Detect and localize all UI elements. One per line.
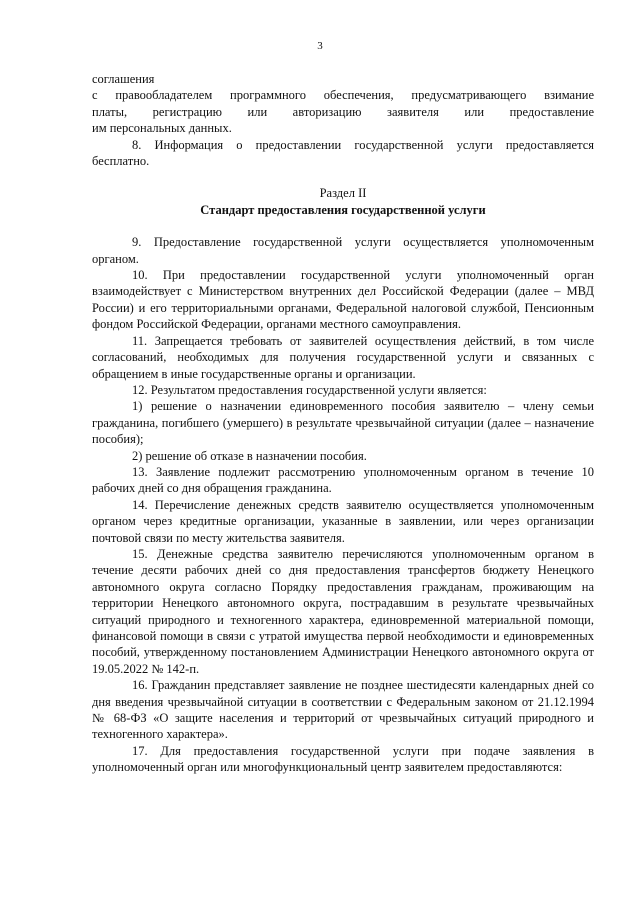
paragraph-item-14: 14. Перечисление денежных средств заявителю осуществляется уполномоченным органом через кредитные организации, указанные в заявлении, или через организации почтовой связи по месту жительства заявителя. xyxy=(92,497,594,545)
text-line: им персональных данных. xyxy=(92,121,232,136)
spacer xyxy=(92,169,594,185)
section-label: Раздел II xyxy=(319,186,367,201)
paragraph-item-9: 9. Предоставление государственной услуги осуществляется уполномоченным органом. xyxy=(92,235,594,266)
text-line: с правообладателем программного обеспечения, предусматривающего взимание xyxy=(92,88,594,103)
paragraph-item-13: 13. Заявление подлежит рассмотрению уполномоченным органом в течение 10 рабочих дней со дня обращения гражданина. xyxy=(92,464,594,496)
section-title: Стандарт предоставления государственной услуги xyxy=(200,202,486,217)
paragraph-item-12: 12. Результатом предоставления государственной услуги является: xyxy=(132,382,487,397)
text-line: соглашения xyxy=(92,72,155,86)
paragraph-item-10: 10. При предоставлении государственной услуги уполномоченный орган взаимодействует с Министерством внутренних дел Российской Федерации (далее – МВД России) и его территориальными органами, Федеральной налоговой службой, Пенсионным фондом Российской Федерации, органами местного самоуправления. xyxy=(92,268,594,332)
paragraph-item-12-2: 2) решение об отказе в назначении пособия. xyxy=(132,448,367,463)
paragraph-item-11: 11. Запрещается требовать от заявителей осуществления действий, в том числе согласований, необходимых для получения государственной услуги и связанных с обращением в иные государственные органы и организации. xyxy=(92,333,594,381)
paragraph-item-15: 15. Денежные средства заявителю перечисляются уполномоченным органом в течение десяти рабочих дней со дня предоставления трансфертов бюджету Ненецкого автономного округа согласно Порядку предоставления гражданам, проживающим на территории Ненецкого автономного округа, пострадавшим в результате чрезвычайных ситуаций природного и техногенного характера, единовременной материальной помощи, финансовой помощи в связи с утратой имущества первой необходимости и единовременных пособий, утвержденному постановлением Администрации Ненецкого автономного округа от 19.05.2022 № 142-п. xyxy=(92,546,594,676)
paragraph-item-12-1: 1) решение о назначении единовременного пособия заявителю – члену семьи гражданина, погибшего (умершего) в результате чрезвычайной ситуации (далее – назначение пособия); xyxy=(92,399,594,447)
page-number: 3 xyxy=(317,40,323,52)
paragraph-item-16: 16. Гражданин представляет заявление не позднее шестидесяти календарных дней со дня введения чрезвычайной ситуации в соответствии с Федеральным законом от 21.12.1994 № 68-ФЗ «О защите населения и территорий от чрезвычайных ситуаций природного и техногенного характера». xyxy=(92,678,594,742)
document-body xyxy=(92,71,594,776)
spacer xyxy=(92,218,594,234)
text-line: платы, регистрацию или авторизацию заявителя или предоставление xyxy=(92,104,594,119)
paragraph-item-17: 17. Для предоставления государственной услуги при подаче заявления в уполномоченный орган или многофункциональный центр заявителем предоставляются: xyxy=(92,743,594,775)
paragraph-item-8: 8. Информация о предоставлении государственной услуги предоставляется бесплатно. xyxy=(92,137,594,169)
